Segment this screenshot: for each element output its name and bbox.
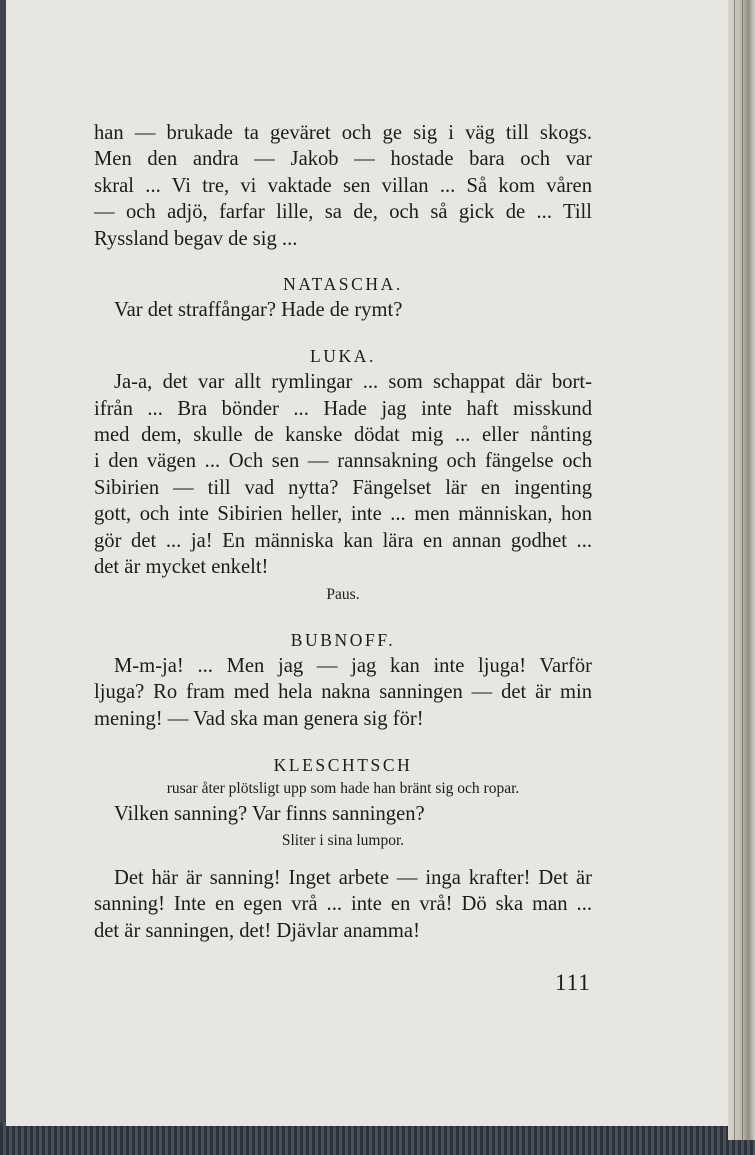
paragraph-natascha [94, 297, 592, 323]
text-line: Men den andra — Jakob — hostade bara och var [94, 148, 592, 171]
text-line: Ja-a, det var allt rymlingar ... som schappat där bort- [114, 371, 592, 394]
speaker-natascha: NATASCHA. [283, 274, 403, 295]
text-line: — och adjö, farfar lille, sa de, och så gick de ... Till [94, 201, 592, 224]
book-page [6, 0, 728, 1126]
text-line: mening! — Vad ska man genera sig för! [94, 707, 424, 730]
speaker-bubnoff: BUBNOFF. [290, 629, 396, 650]
page-text [94, 120, 592, 944]
stage-direction-sliter: Sliter i sina lumpor. [281, 831, 405, 849]
text-line: Det här är sanning! Inget arbete — inga krafter! Det är [114, 866, 592, 889]
page-number: 111 [555, 970, 591, 995]
paragraph-kleschtsch-question [94, 801, 592, 827]
text-line: gott, och inte Sibirien heller, inte ... men människan, hon [94, 503, 592, 526]
text-line: skral ... Vi tre, vi vaktade sen villan ... Så kom våren [94, 174, 592, 197]
text-line: Sibirien — till vad nytta? Fängelset lär en ingenting [94, 476, 592, 499]
stage-direction-rusar: rusar åter plötsligt upp som hade han bränt sig och ropar. [166, 779, 520, 797]
text-line: det är sanningen, det! Djävlar anamma! [94, 919, 420, 942]
stage-direction-pause: Paus. [326, 585, 360, 603]
text-line: han — brukade ta geväret och ge sig i väg till skogs. [94, 122, 592, 144]
text-line: sanning! Inte en egen vrå ... inte en vrå! Dö ska man ... [94, 893, 592, 916]
text-line: M-m-ja! ... Men jag — jag kan inte ljuga! Varför [114, 654, 592, 677]
text-line: ljuga? Ro fram med hela nakna sanningen — det är min [94, 681, 592, 704]
scanner-backdrop [0, 1123, 755, 1155]
text-line: Var det straffångar? Hade de rymt? [114, 299, 403, 322]
text-line: det är mycket enkelt! [94, 556, 269, 579]
paragraph-kleschtsch [94, 865, 592, 944]
page-edge [728, 0, 755, 1140]
text-line: Ryssland begav de sig ... [94, 227, 298, 250]
text-line: gör det ... ja! En människa kan lära en annan godhet ... [94, 529, 592, 552]
paragraph-luka [94, 369, 592, 580]
paragraph-luka-story-end [94, 120, 592, 252]
text-line: med dem, skulle de kanske dödat mig ... eller nånting [94, 424, 592, 447]
paragraph-bubnoff [94, 653, 592, 732]
speaker-kleschtsch: KLESCHTSCH [273, 755, 413, 776]
text-line: ifrån ... Bra bönder ... Hade jag inte haft misskund [94, 397, 592, 420]
text-line: Vilken sanning? Var finns sanningen? [114, 802, 425, 825]
speaker-luka: LUKA. [310, 345, 376, 366]
text-line: i den vägen ... Och sen — rannsakning och fängelse och [94, 450, 592, 473]
